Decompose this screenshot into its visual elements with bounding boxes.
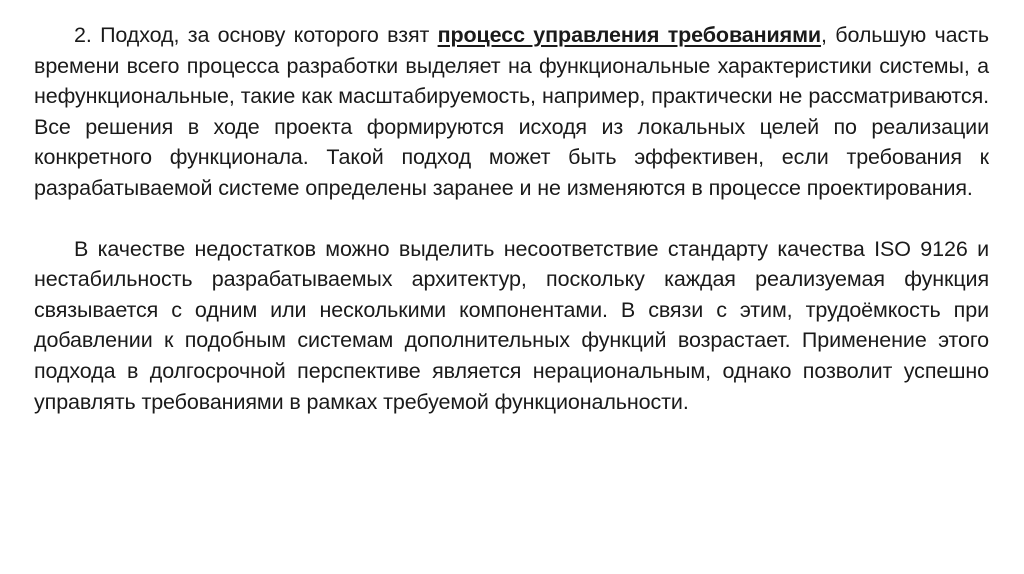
requirements-management-emphasis: процесс управления требованиями	[437, 23, 822, 47]
paragraph-approach-lead: 2. Подход, за основу которого взят	[74, 23, 438, 47]
paragraph-approach	[34, 20, 989, 204]
text-body	[34, 20, 989, 417]
paragraph-drawbacks: В качестве недостатков можно выделить несоответствие стандарту качества ISO 9126 и нестабильность разрабатываемых архитектур, поскольку каждая реализуемая функция связывается с одним или несколькими компонентами. В связи с этим, трудоёмкость при добавлении к подобным системам дополнительных функций возрастает. Применение этого подхода в долгосрочной перспективе является нерациональным, однако позволит успешно управлять требованиями в рамках требуемой функциональности.	[34, 236, 989, 414]
paragraph-approach-rest: , большую часть времени всего процесса разработки выделяет на функциональные характеристики системы, а нефункциональные, такие как масштабируемость, например, практически не рассматриваются. Все решения в ходе проекта формируются исходя из локальных целей по реализации конкретного функционала. Такой подход может быть эффективен, если требования к разрабатываемой системе определены заранее и не изменяются в процессе проектирования.	[34, 23, 989, 200]
